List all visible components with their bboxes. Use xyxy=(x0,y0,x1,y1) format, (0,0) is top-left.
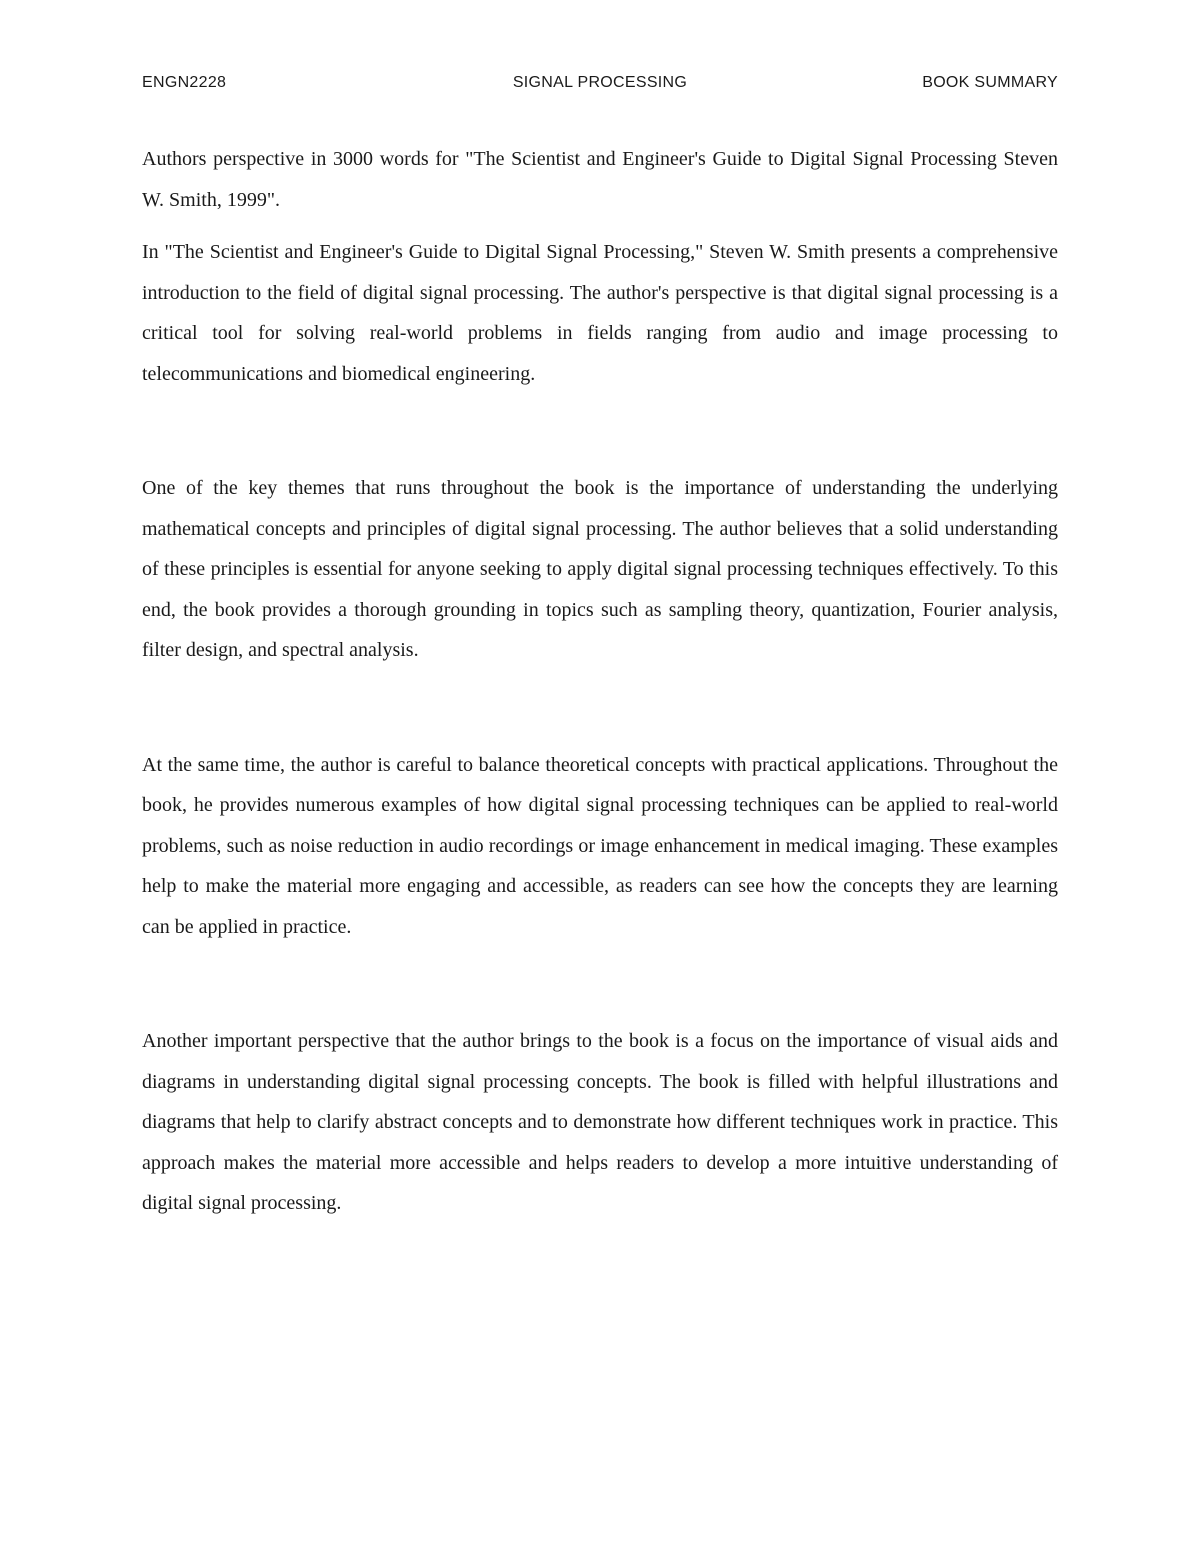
page-header xyxy=(142,74,1058,98)
paragraph-4: Another important perspective that the author brings to the book is a focus on the importance of visual aids and diagrams in understanding digital signal processing concepts. The book is filled with helpful illustrations and diagrams that help to clarify abstract concepts and to demonstrate how different techniques work in practice. This approach makes the material more accessible and helps readers to develop a more intuitive understanding of digital signal processing. xyxy=(142,1030,1058,1214)
document-body xyxy=(142,139,1058,1224)
paragraph-3: At the same time, the author is careful to balance theoretical concepts with practical applications. Throughout the book, he provides numerous examples of how digital signal processing techniques can be applied to real-world problems, such as noise reduction in audio recordings or image enhancement in medical imaging. These examples help to make the material more engaging and accessible, as readers can see how the concepts they are learning can be applied in practice. xyxy=(142,753,1058,938)
intro-line: Authors perspective in 3000 words for "The Scientist and Engineer's Guide to Digital Signal Processing Steven W. Smith, 1999". xyxy=(142,148,1058,211)
header-doc-type: BOOK SUMMARY xyxy=(922,74,1058,91)
paragraph-1: In "The Scientist and Engineer's Guide to Digital Signal Processing," Steven W. Smith presents a comprehensive introduction to the field of digital signal processing. The author's perspective is that digital signal processing is a critical tool for solving real-world problems in fields ranging from audio and image processing to telecommunications and biomedical engineering. xyxy=(142,241,1058,385)
header-course-code: ENGN2228 xyxy=(142,74,227,91)
header-subject: SIGNAL PROCESSING xyxy=(512,74,688,91)
paragraph-2: One of the key themes that runs throughout the book is the importance of understanding the underlying mathematical concepts and principles of digital signal processing. The author believes that a solid understanding of these principles is essential for anyone seeking to apply digital signal processing techniques effectively. To this end, the book provides a thorough grounding in topics such as sampling theory, quantization, Fourier analysis, filter design, and spectral analysis. xyxy=(142,477,1058,661)
